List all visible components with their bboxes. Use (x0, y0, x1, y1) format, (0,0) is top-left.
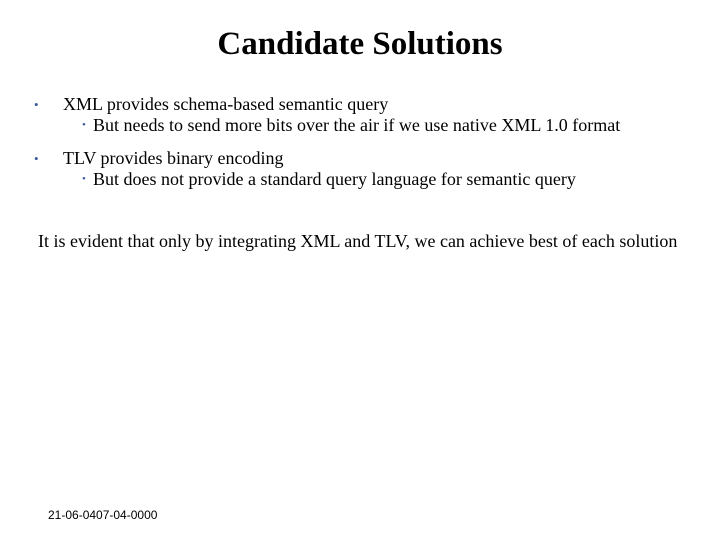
document-number-footer: 21-06-0407-04-0000 (48, 508, 158, 522)
sub-bullet-dot-icon: • (82, 173, 86, 185)
slide-title: Candidate Solutions (217, 26, 503, 62)
bullet-dot-icon: • (34, 97, 39, 112)
sub-bullet-text: But does not provide a standard query language for semantic query (93, 169, 576, 189)
bullet-item (34, 148, 714, 190)
bullet-row (34, 94, 714, 115)
sub-bullet-text: But needs to send more bits over the air if we use native XML 1.0 format (93, 115, 621, 135)
bullet-list (34, 94, 714, 190)
sub-bullet-row (34, 169, 714, 190)
bullet-text: XML provides schema-based semantic query (63, 94, 389, 114)
conclusion-text: It is evident that only by integrating XML and TLV, we can achieve best of each solution (38, 231, 678, 251)
bullet-dot-icon: • (34, 151, 39, 166)
bullet-text: TLV provides binary encoding (63, 148, 284, 168)
bullet-row (34, 148, 714, 169)
sub-bullet-dot-icon: • (82, 119, 86, 131)
bullet-item (34, 94, 714, 136)
sub-bullet-row (34, 115, 714, 136)
